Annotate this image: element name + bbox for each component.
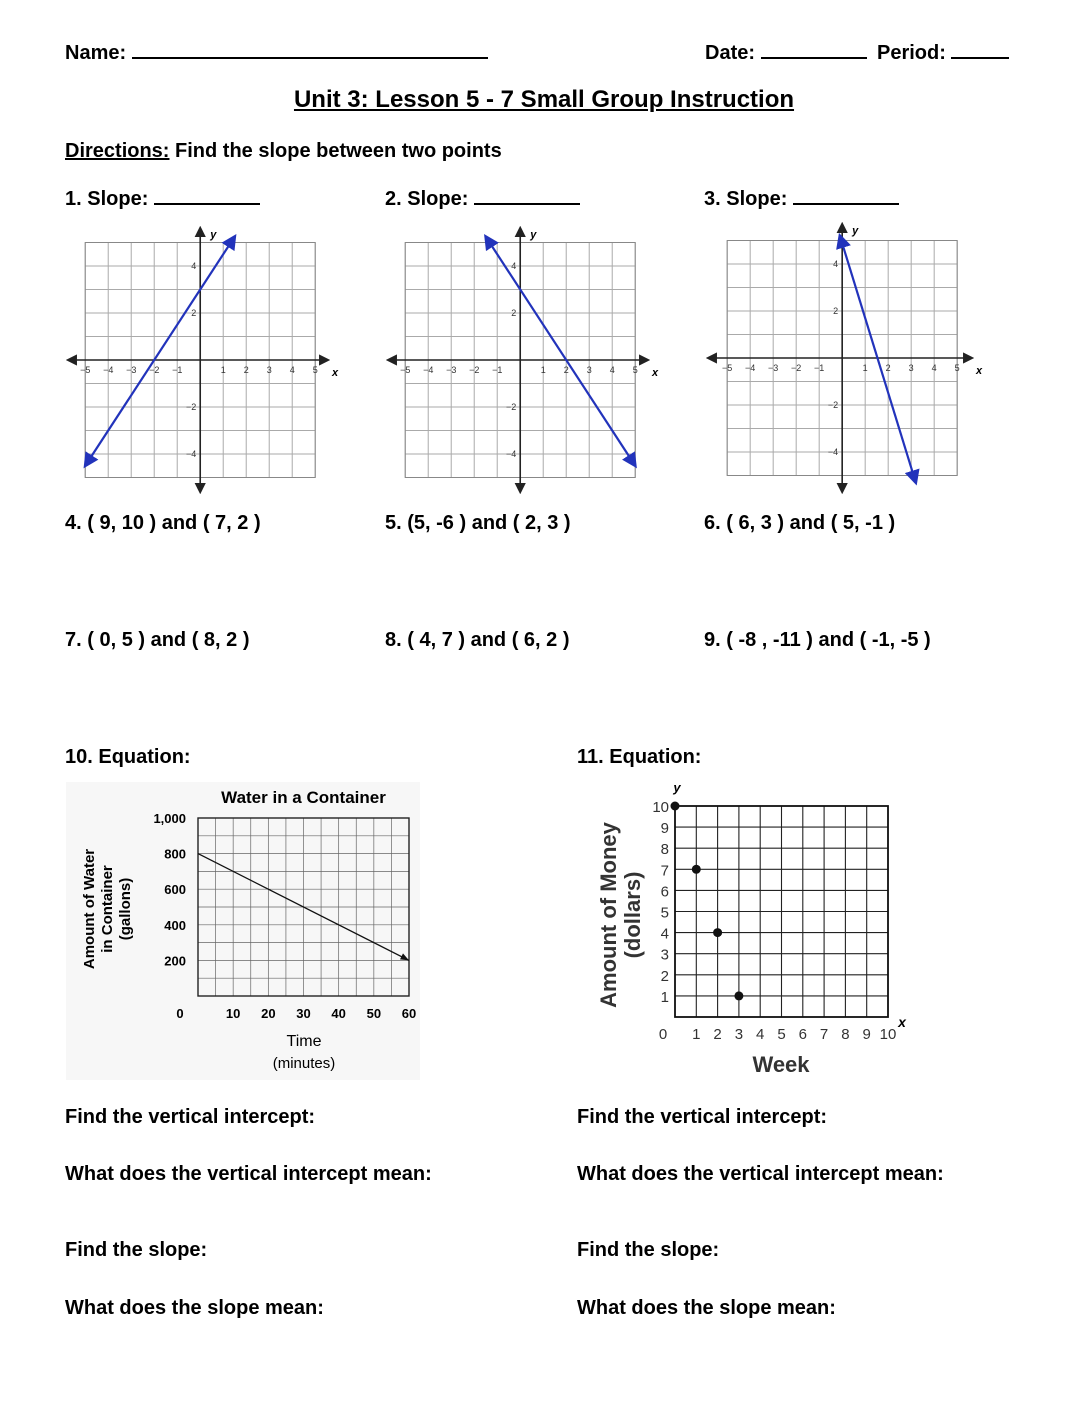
x-tick-label: −4: [103, 365, 114, 375]
x-tick-label: 1: [220, 365, 226, 375]
x-tick-label: 5: [777, 1026, 786, 1043]
x-tick-label: 3: [734, 1026, 744, 1043]
y-axis-title-line: (gallons): [117, 877, 134, 941]
x-axis-letter: x: [652, 367, 659, 379]
x-tick-label: 3: [586, 365, 592, 375]
x-axis-title: Time: [286, 1033, 322, 1050]
period-field[interactable]: [877, 41, 1009, 65]
y-axis-title-line: Amount of Water: [81, 848, 98, 970]
name-blank[interactable]: [132, 41, 488, 59]
y-tick-label: 4: [191, 261, 197, 271]
p10-vertical-intercept-meaning-question: What does the vertical intercept mean:: [65, 1163, 432, 1185]
y-tick-label: 8: [660, 841, 669, 859]
point-problem-5: 5. (5, -6 ) and ( 2, 3 ): [385, 512, 571, 534]
y-tick-label: −4: [505, 449, 517, 459]
y-axis-title-line: in Container: [99, 865, 116, 953]
y-tick-label: −4: [185, 449, 197, 459]
x-tick-label: 5: [632, 365, 638, 375]
x-tick-label: 60: [401, 1006, 417, 1021]
x-tick-label: 40: [331, 1006, 346, 1021]
period-blank[interactable]: [951, 41, 1009, 59]
y-tick-label: 3: [660, 946, 669, 964]
x-tick-label: −2: [149, 365, 160, 375]
x-tick-label: 4: [609, 365, 615, 375]
chart-title: Water in a Container: [221, 788, 386, 807]
y-tick-label: 2: [833, 306, 839, 316]
x-tick-label: 3: [266, 365, 272, 375]
graphed-line: [85, 237, 235, 466]
x-tick-label: −1: [492, 365, 503, 375]
coordinate-graph-2: [384, 224, 662, 496]
x-tick-label: 8: [841, 1026, 850, 1043]
name-field[interactable]: [65, 41, 488, 65]
date-field[interactable]: [705, 41, 867, 65]
x-axis-title: Week: [752, 1052, 810, 1077]
date-label: Date:: [705, 42, 756, 64]
x-axis-letter: x: [332, 367, 339, 379]
slope-problem-1: [65, 187, 260, 211]
slope-answer-blank-3[interactable]: [793, 187, 899, 205]
x-tick-label: 6: [798, 1026, 807, 1043]
y-axis-letter: y: [673, 780, 681, 795]
data-point: [713, 928, 722, 937]
y-axis-letter: y: [210, 229, 217, 241]
slope-answer-blank-1[interactable]: [154, 187, 260, 205]
directions-label: Directions:: [65, 140, 170, 162]
x-axis-letter: x: [976, 365, 983, 377]
y-tick-label: 5: [660, 904, 669, 922]
money-week-chart: [588, 780, 918, 1080]
x-tick-label: 2: [563, 365, 569, 375]
page-title: Unit 3: Lesson 5 - 7 Small Group Instruction: [293, 86, 795, 113]
x-tick-label: −4: [745, 363, 756, 373]
y-axis-title: [596, 821, 645, 1008]
y-tick-label: 1,000: [153, 811, 186, 826]
y-axis-title-line: (dollars): [620, 871, 645, 959]
x-tick-label: −1: [172, 365, 183, 375]
y-tick-label: 2: [191, 308, 197, 318]
x-tick-label: 2: [243, 365, 249, 375]
water-container-chart: [66, 782, 420, 1080]
period-label: Period:: [877, 42, 946, 64]
x-tick-label: 10: [225, 1006, 241, 1021]
name-label: Name:: [65, 42, 127, 64]
data-point: [692, 865, 701, 874]
x-tick-label: 3: [908, 363, 914, 373]
coordinate-graph-3: [704, 220, 986, 496]
y-tick-label: 800: [164, 846, 186, 862]
x-tick-label: 1: [862, 363, 868, 373]
y-tick-label: 400: [164, 917, 186, 933]
x-tick-label: −3: [768, 363, 779, 373]
equation-problem-10-label: 10. Equation:: [65, 746, 191, 768]
y-tick-label: 10: [652, 799, 669, 816]
slope-problem-1-label: 1. Slope:: [65, 188, 149, 210]
point-problem-8: 8. ( 4, 7 ) and ( 6, 2 ): [385, 629, 570, 651]
x-tick-label: 2: [713, 1026, 722, 1043]
directions: [65, 140, 502, 163]
slope-problem-3-label: 3. Slope:: [704, 188, 788, 210]
x-tick-label: 4: [931, 363, 937, 373]
data-point: [671, 802, 680, 811]
graphed-line: [486, 237, 635, 466]
x-axis-subtitle: (minutes): [272, 1055, 336, 1072]
x-tick-label: 10: [879, 1026, 897, 1043]
y-tick-label: 4: [833, 259, 839, 269]
x-tick-label: 2: [885, 363, 891, 373]
slope-problem-2: [385, 187, 580, 211]
p10-slope-question: Find the slope:: [65, 1239, 208, 1261]
x-tick-label: −4: [423, 365, 434, 375]
y-tick-label: 4: [660, 925, 669, 943]
date-blank[interactable]: [761, 41, 867, 59]
point-problem-7: 7. ( 0, 5 ) and ( 8, 2 ): [65, 629, 250, 651]
y-tick-label: 6: [660, 883, 669, 901]
y-tick-label: 7: [660, 862, 669, 880]
coordinate-graph-1: [64, 224, 342, 496]
x-tick-label: 0: [658, 1026, 668, 1043]
equation-problem-11-label: 11. Equation:: [577, 746, 702, 768]
y-tick-label: −2: [827, 400, 839, 410]
point-problem-9: 9. ( -8 , -11 ) and ( -1, -5 ): [704, 629, 931, 651]
data-point: [734, 991, 743, 1000]
slope-problem-2-label: 2. Slope:: [385, 188, 469, 210]
x-tick-label: 50: [366, 1006, 382, 1021]
p11-vertical-intercept-question: Find the vertical intercept:: [577, 1106, 828, 1128]
y-axis-letter: y: [852, 225, 859, 237]
y-tick-label: −2: [185, 402, 197, 412]
slope-problem-3: [704, 187, 899, 211]
y-tick-label: −2: [505, 402, 517, 412]
directions-text: Find the slope between two points: [175, 140, 502, 162]
x-tick-label: 7: [819, 1026, 829, 1043]
x-tick-label: −5: [400, 365, 411, 375]
x-tick-label: 20: [261, 1006, 276, 1021]
p11-vertical-intercept-meaning-question: What does the vertical intercept mean:: [577, 1163, 944, 1185]
x-tick-label: 4: [289, 365, 295, 375]
x-tick-label: −1: [814, 363, 825, 373]
y-tick-label: 2: [660, 967, 669, 985]
x-tick-label: −2: [791, 363, 802, 373]
point-problem-4: 4. ( 9, 10 ) and ( 7, 2 ): [65, 512, 261, 534]
y-axis-letter: y: [530, 229, 537, 241]
y-tick-label: 200: [164, 953, 186, 969]
point-problem-6: 6. ( 6, 3 ) and ( 5, -1 ): [704, 512, 896, 534]
x-tick-label: −2: [469, 365, 480, 375]
x-tick-label: 1: [692, 1026, 701, 1043]
x-tick-label: 5: [954, 363, 960, 373]
y-axis-title-line: Amount of Money: [596, 822, 621, 1008]
x-axis-letter: x: [898, 1014, 906, 1030]
p11-slope-meaning-question: What does the slope mean:: [577, 1297, 836, 1319]
x-tick-label: 5: [312, 365, 318, 375]
x-tick-label: 0: [176, 1006, 184, 1021]
y-tick-label: 2: [511, 308, 517, 318]
x-tick-label: −3: [126, 365, 137, 375]
x-tick-label: −3: [446, 365, 457, 375]
graphed-line: [840, 236, 916, 483]
x-tick-label: 1: [540, 365, 546, 375]
x-tick-label: −5: [722, 363, 733, 373]
x-tick-label: 30: [296, 1006, 311, 1021]
y-tick-label: 4: [511, 261, 517, 271]
p10-slope-meaning-question: What does the slope mean:: [65, 1297, 324, 1319]
x-tick-label: −5: [80, 365, 91, 375]
y-tick-label: 9: [660, 820, 669, 838]
p11-slope-question: Find the slope:: [577, 1239, 720, 1261]
y-tick-label: 600: [164, 882, 186, 898]
p10-vertical-intercept-question: Find the vertical intercept:: [65, 1106, 316, 1128]
slope-answer-blank-2[interactable]: [474, 187, 580, 205]
x-tick-label: 4: [756, 1026, 765, 1043]
y-tick-label: −4: [827, 447, 839, 457]
y-tick-label: 1: [660, 988, 669, 1006]
x-tick-label: 9: [862, 1026, 871, 1043]
